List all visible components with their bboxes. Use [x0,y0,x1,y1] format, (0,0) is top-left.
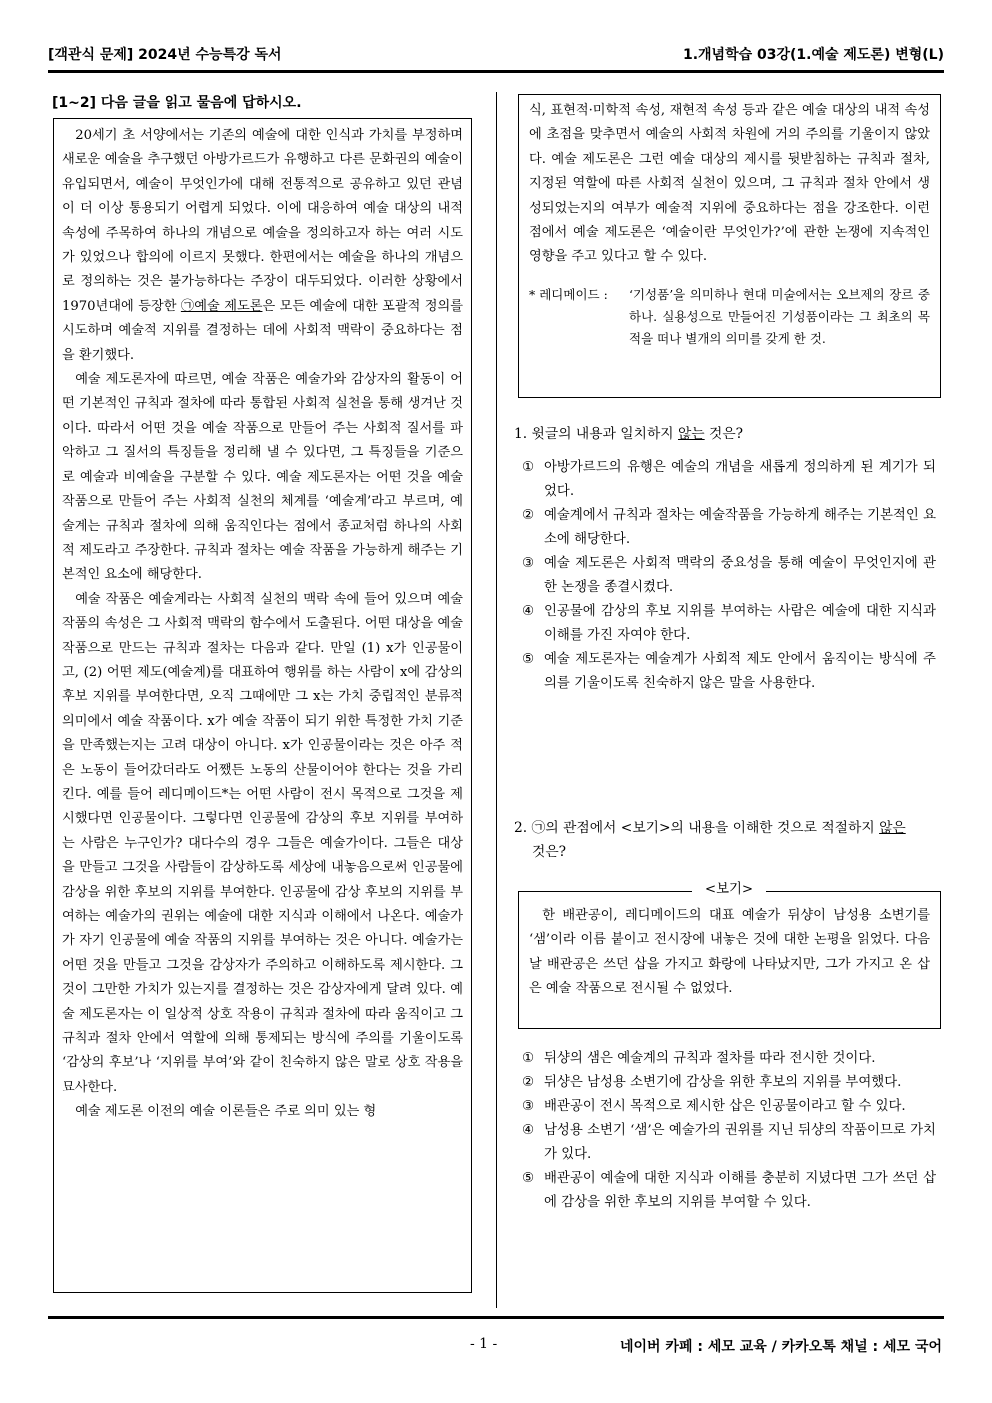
option[interactable] [522,1119,936,1167]
option-text: 배관공이 예술에 대한 지식과 이해를 충분히 지녔다면 그가 쓰던 삽에 감상을 위한 후보의 지위를 부여할 수 있다. [544,1171,936,1210]
option-text: 예술 제도론자는 예술계가 사회적 제도 안에서 움직이는 방식에 주의를 기울이도록 친숙하지 않은 말을 사용한다. [544,652,936,691]
passage-paragraph-3: 예술 작품은 예술계라는 사회적 실천의 맥락 속에 들어 있으며 예술 작품의 속성은 그 사회적 맥락의 함수에서 도출된다. 어떤 대상을 예술 작품으로 만드는 규칙과 절차는 다음과 같다. 만일 (1) x가 인공물이고, (2) 어떤 제도(예술계)를 대표하여 행위를 하는 사람이 x에 감상의 후보 지위를 부여한다면, 오직 그때에만 그 x는 가치 중립적인 분류적 의미에서 예술 작품이다. x가 예술 작품이 되기 위한 특정한 가치 기준을 만족했는지는 고려 대상이 아니다. x가 인공물이라는 것은 아주 적은 노동이 들어갔더라도 어쨌든 노동의 산물이어야 한다는 것을 가리킨다. 예를 들어 레디메이드*는 어떤 사람이 전시 목적으로 그것을 제시했다면 인공물이다. 그렇다면 인공물에 감상의 후보 지위를 부여하는 사람은 누구인가? 대다수의 경우 그들은 예술가이다. 그들은 대상을 만들고 그것을 사람들이 감상하도록 세상에 내놓음으로써 인공물에 감상을 위한 후보의 지위를 부여한다. 인공물에 감상 후보의 지위를 부여하는 예술가의 권위는 예술에 대한 지식과 이해에서 나온다. 예술가가 자기 인공물에 예술 작품의 지위를 부여하는 것은 아니다. 예술가는 어떤 것을 만들고 그것을 감상자가 주의하고 이해하도록 제시한다. 그것이 그만한 가치가 있는지를 결정하는 것은 감상자에게 달려 있다. 예술 제도론자는 이 일상적 상호 작용이 규칙과 절차에 따라 움직이고 그 규칙과 절차 안에서 역할에 의해 통제되는 방식에 주의를 기울이도록 ‘감상의 후보’나 ‘지위를 부여’와 같이 친숙하지 않은 말로 상호 작용을 묘사한다. [62,591,463,1095]
bottom-rule [48,1316,944,1319]
option[interactable] [522,456,936,504]
option-mark: ② [522,1075,535,1090]
header-left-title: [객관식 문제] 2024년 수능특강 독서 [48,47,282,63]
question-text: 것은? [532,844,567,860]
page-header [48,40,944,64]
option-mark: ⑤ [522,652,535,667]
question-text: 것은? [704,426,744,442]
passage-paragraph-2: 예술 제도론자에 따르면, 예술 작품은 예술가와 감상자의 활동이 어떤 기본적인 규칙과 절차에 따라 통합된 사회적 실천을 통해 생겨난 것이다. 따라서 어떤 것을 예술 작품으로 만들어 주는 사회적 질서를 파악하고 그 질서의 특징들을 정리해 낼 수 있다면, 그 특징들을 기준으로 예술과 비예술을 구분할 수 있다. 예술 제도론자는 어떤 것을 예술 작품으로 만들어 주는 사회적 실천의 체계를 ‘예술계’라고 부르며, 예술계는 규칙과 절차에 의해 움직인다는 점에서 종교처럼 하나의 사회적 제도라고 주장한다. 규칙과 절차는 예술 작품을 가능하게 해주는 기본적인 요소에 해당한다. [62,372,463,583]
footer-credit: 네이버 카페 : 세모 교육 / 카카오톡 채널 : 세모 국어 [619,1339,942,1355]
option[interactable] [522,1071,936,1095]
question-2-options [522,1047,936,1215]
option-mark: ① [522,1051,535,1066]
question-1-options [522,456,936,696]
option[interactable] [522,504,936,552]
bogi-title: <보기> [692,880,766,900]
column-divider [496,92,497,1308]
option-mark: ④ [522,1123,535,1138]
passage-box-right [518,94,941,398]
option-text: 예술 제도론은 사회적 맥락의 중요성을 통해 예술이 무엇인지에 관한 논쟁을 종결시켰다. [544,556,936,595]
top-rule [48,70,944,73]
option[interactable] [522,1047,936,1071]
option-text: 남성용 소변기 ‘샘’은 예술가의 권위를 지닌 뒤샹의 작품이므로 가치가 있다. [544,1123,936,1162]
question-text: 2. ㉠의 관점에서 <보기>의 내용을 이해한 것으로 적절하지 [514,820,880,836]
option-text: 아방가르드의 유행은 예술의 개념을 새롭게 정의하게 된 계기가 되었다. [544,460,936,499]
page-number: - 1 - [470,1336,498,1352]
option[interactable] [522,552,936,600]
passage-text: 20세기 초 서양에서는 기존의 예술에 대한 인식과 가치를 부정하며 새로운 예술을 추구했던 아방가르드가 유행하고 다른 문화권의 예술이 유입되면서, 예술이 무엇인가에 대해 전통적으로 공유하고 있던 관념이 더 이상 통용되기 어렵게 되었다. 이에 대응하여 예술 대상의 내적 속성에 주목하여 하나의 개념으로 예술을 정의하고자 하는 여러 시도가 있었으나 합의에 이르지 못했다. 한편에서는 예술을 하나의 개념으로 정의하는 것은 불가능하다는 주장이 대두되었다. 이러한 상황에서 1970년대에 등장한 [62,128,463,314]
option[interactable] [522,648,936,696]
question-2-stem [514,816,944,864]
option-mark: ③ [522,1099,535,1114]
footnote [529,284,930,350]
underlined-term: ㉠예술 제도론 [180,298,263,314]
footnote-label: * 레디메이드 : [529,286,608,302]
option-mark: ⑤ [522,1171,535,1186]
bogi-text: 한 배관공이, 레디메이드의 대표 예술가 뒤샹이 남성용 소변기를 ‘샘’이라 이름 붙이고 전시장에 내놓은 것에 대한 논평을 읽었다. 다음 날 배관공은 쓰던 삽을 가지고 화랑에 나타났지만, 그가 가지고 온 삽은 예술 작품으로 전시될 수 없었다. [529,908,930,997]
passage-paragraph-1 [62,124,463,368]
passage-paragraph-4-cont: 식, 표현적·미학적 속성, 재현적 속성 등과 같은 예술 대상의 내적 속성에 초점을 맞추면서 예술의 사회적 차원에 거의 주의를 기울이지 않았다. 예술 제도론은 그런 예술 대상의 제시를 뒷받침하는 규칙과 절차, 지정된 역할에 따른 사회적 실천이 있으며, 그 규칙과 절차 안에서 생성되었는지의 여부가 예술적 지위에 중요하다는 점을 강조한다. 이런 점에서 예술 제도론은 ‘예술이란 무엇인가?’에 관한 논쟁에 지속적인 영향을 주고 있다고 할 수 있다. [529,103,930,265]
question-1-stem [514,422,944,446]
question-emphasis: 않는 [677,426,705,442]
passage-text: 은 모든 예술에 대한 포괄적 정의를 시도하며 예술적 지위를 결정하는 데에 사회적 맥락이 중요하다는 점을 환기했다. [62,298,463,363]
header-right-title: 1.개념학습 03강(1.예술 제도론) 변형(L) [682,47,944,63]
option-mark: ② [522,508,535,523]
option-mark: ③ [522,556,535,571]
question-text: 1. 윗글의 내용과 일치하지 [514,426,678,442]
footnote-text: ‘기성품’을 의미하나 현대 미술에서는 오브제의 장르 중 하나. 실용성으로 만들어진 기성품이라는 그 최초의 목적을 떠나 별개의 의미를 갖게 한 것. [629,286,930,346]
option-mark: ① [522,460,535,475]
option[interactable] [522,1167,936,1215]
option-text: 예술계에서 규칙과 절차는 예술작품을 가능하게 해주는 기본적인 요소에 해당한다. [544,508,936,547]
option-text: 배관공이 전시 목적으로 제시한 삽은 인공물이라고 할 수 있다. [544,1099,906,1114]
bogi-box [518,891,941,1029]
option[interactable] [522,600,936,648]
option[interactable] [522,1095,936,1119]
instruction: [1~2] 다음 글을 읽고 물음에 답하시오. [52,95,302,111]
passage-paragraph-4-start: 예술 제도론 이전의 예술 이론들은 주로 의미 있는 형 [75,1104,377,1120]
question-emphasis: 않은 [879,820,906,836]
option-mark: ④ [522,604,535,619]
passage-box-left [53,118,472,1293]
option-text: 인공물에 감상의 후보 지위를 부여하는 사람은 예술에 대한 지식과 이해를 가진 자여야 한다. [544,604,936,643]
option-text: 뒤샹의 샘은 예술계의 규칙과 절차를 따라 전시한 것이다. [544,1051,876,1066]
option-text: 뒤샹은 남성용 소변기에 감상을 위한 후보의 지위를 부여했다. [544,1075,902,1090]
